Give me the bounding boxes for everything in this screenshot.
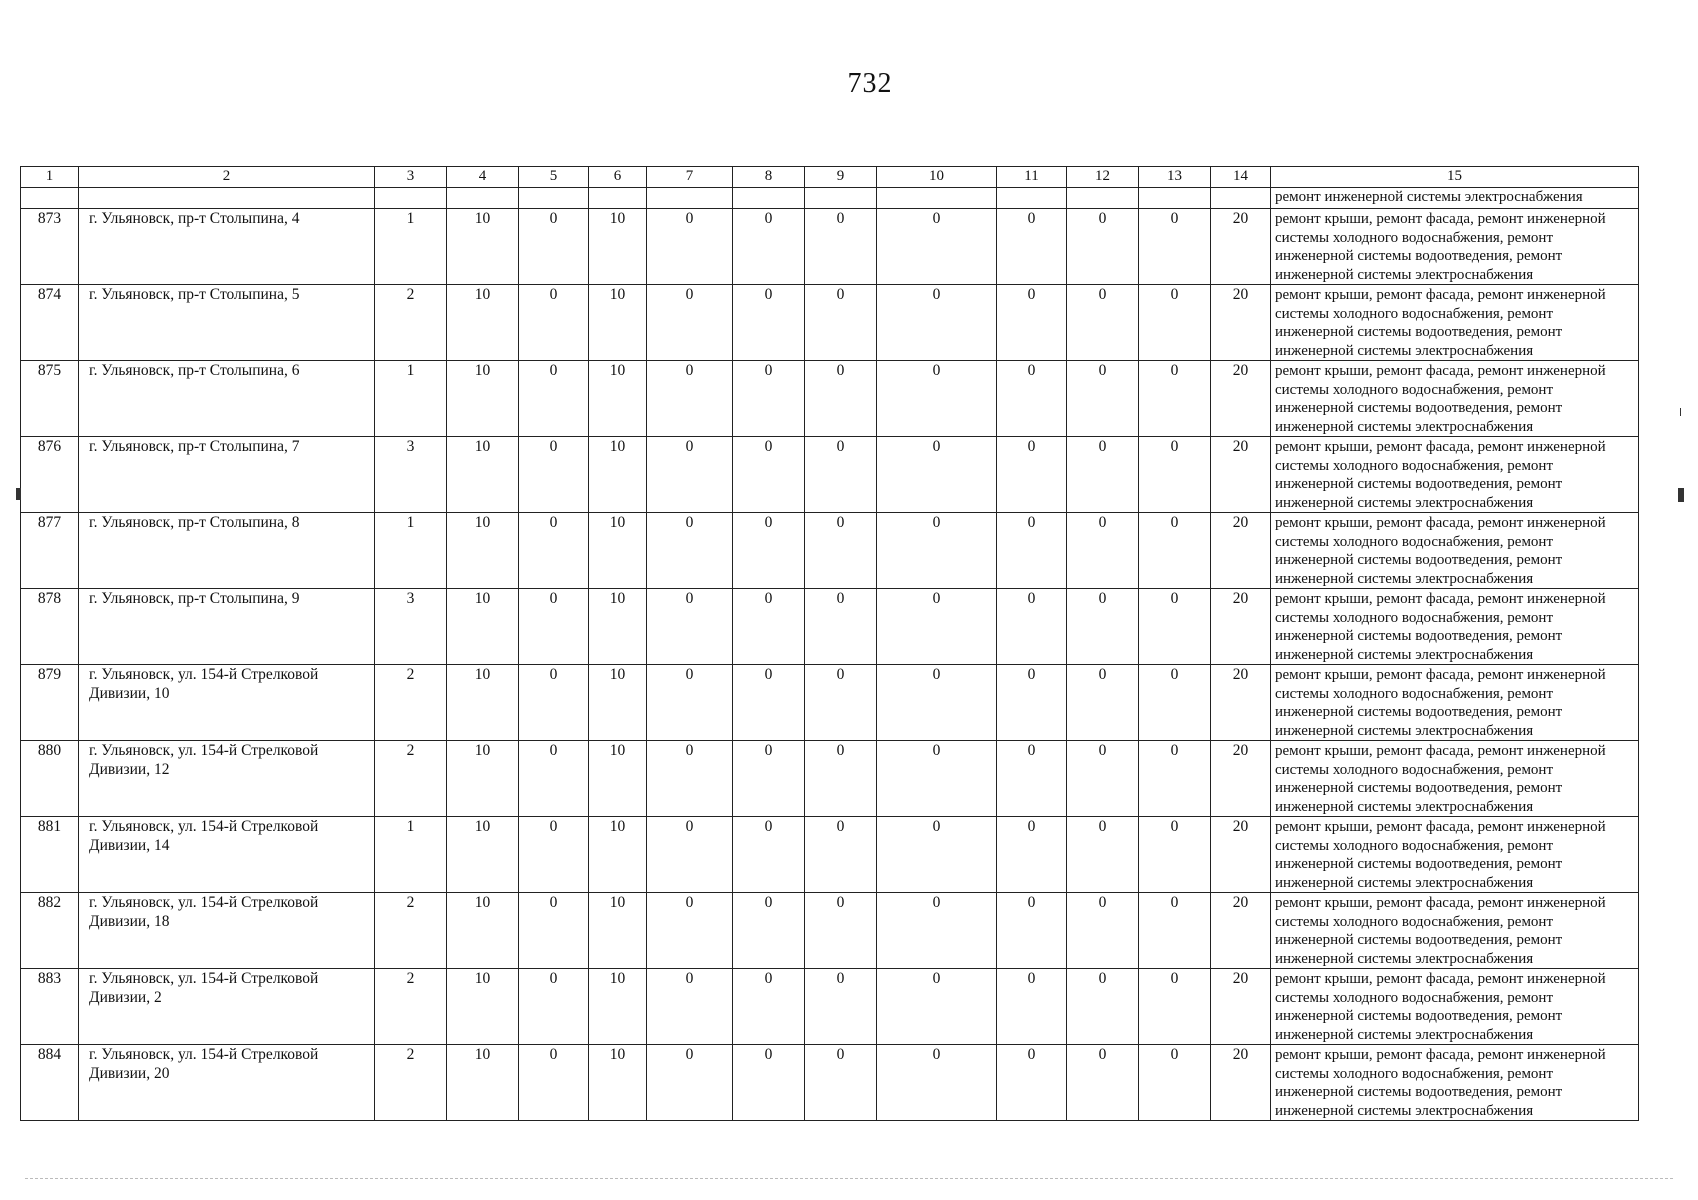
- row-number: 879: [21, 665, 79, 741]
- value-cell-c11: 0: [997, 969, 1067, 1045]
- value-cell-c4: 10: [447, 285, 519, 361]
- value-cell-c14: 20: [1211, 589, 1271, 665]
- value-cell-c14: 20: [1211, 969, 1271, 1045]
- cell-empty: [1139, 188, 1211, 209]
- value-cell-c5: 0: [519, 285, 589, 361]
- row-number: 877: [21, 513, 79, 589]
- value-cell-c11: 0: [997, 817, 1067, 893]
- value-cell-c6: 10: [589, 513, 647, 589]
- cell-empty: [1211, 188, 1271, 209]
- value-cell-c11: 0: [997, 209, 1067, 285]
- column-header-4: 4: [447, 167, 519, 188]
- cell-empty: [375, 188, 447, 209]
- work-types-cell: ремонт крыши, ремонт фасада, ремонт инженерной системы холодного водоснабжения, ремонт инженерной системы водоотведения, ремонт инженерной системы электроснабжения: [1271, 817, 1639, 893]
- value-cell-c10: 0: [877, 589, 997, 665]
- value-cell-c14: 20: [1211, 817, 1271, 893]
- value-cell-c13: 0: [1139, 285, 1211, 361]
- value-cell-c9: 0: [805, 209, 877, 285]
- value-cell-c14: 20: [1211, 361, 1271, 437]
- page-number: 732: [847, 68, 893, 99]
- value-cell-c7: 0: [647, 741, 733, 817]
- value-cell-c9: 0: [805, 817, 877, 893]
- value-cell-c11: 0: [997, 513, 1067, 589]
- value-cell-c4: 10: [447, 361, 519, 437]
- value-cell-c12: 0: [1067, 513, 1139, 589]
- value-cell-c7: 0: [647, 209, 733, 285]
- value-cell-c7: 0: [647, 361, 733, 437]
- scan-artifact-mark: [1680, 408, 1681, 416]
- value-cell-c5: 0: [519, 665, 589, 741]
- table-row: [21, 361, 1639, 437]
- value-cell-c6: 10: [589, 893, 647, 969]
- value-cell-c5: 0: [519, 589, 589, 665]
- value-cell-c8: 0: [733, 969, 805, 1045]
- table-row: [21, 437, 1639, 513]
- value-cell-c3: 1: [375, 361, 447, 437]
- scan-artifact-mark: [1678, 488, 1684, 502]
- row-number: 884: [21, 1045, 79, 1121]
- value-cell-c10: 0: [877, 665, 997, 741]
- value-cell-c5: 0: [519, 1045, 589, 1121]
- value-cell-c5: 0: [519, 209, 589, 285]
- work-types-cell: ремонт крыши, ремонт фасада, ремонт инженерной системы холодного водоснабжения, ремонт инженерной системы водоотведения, ремонт инженерной системы электроснабжения: [1271, 361, 1639, 437]
- address-cell: г. Ульяновск, ул. 154-й Стрелковой Дивизии, 2: [79, 969, 375, 1045]
- row-number: 881: [21, 817, 79, 893]
- value-cell-c14: 20: [1211, 741, 1271, 817]
- value-cell-c6: 10: [589, 437, 647, 513]
- value-cell-c12: 0: [1067, 741, 1139, 817]
- work-types-cell: ремонт крыши, ремонт фасада, ремонт инженерной системы холодного водоснабжения, ремонт инженерной системы водоотведения, ремонт инженерной системы электроснабжения: [1271, 741, 1639, 817]
- value-cell-c7: 0: [647, 969, 733, 1045]
- value-cell-c5: 0: [519, 741, 589, 817]
- value-cell-c8: 0: [733, 361, 805, 437]
- value-cell-c11: 0: [997, 665, 1067, 741]
- table-row: [21, 969, 1639, 1045]
- value-cell-c6: 10: [589, 741, 647, 817]
- continuation-work-text: ремонт инженерной системы электроснабжения: [1271, 188, 1639, 209]
- table-row: [21, 285, 1639, 361]
- value-cell-c12: 0: [1067, 1045, 1139, 1121]
- value-cell-c14: 20: [1211, 893, 1271, 969]
- column-header-11: 11: [997, 167, 1067, 188]
- value-cell-c6: 10: [589, 969, 647, 1045]
- value-cell-c3: 2: [375, 285, 447, 361]
- scan-artifact-mark: [16, 488, 21, 500]
- table-row: [21, 817, 1639, 893]
- column-header-6: 6: [589, 167, 647, 188]
- value-cell-c4: 10: [447, 589, 519, 665]
- value-cell-c5: 0: [519, 513, 589, 589]
- value-cell-c3: 2: [375, 741, 447, 817]
- table-row: [21, 1045, 1639, 1121]
- work-types-cell: ремонт крыши, ремонт фасада, ремонт инженерной системы холодного водоснабжения, ремонт инженерной системы водоотведения, ремонт инженерной системы электроснабжения: [1271, 969, 1639, 1045]
- row-number: 876: [21, 437, 79, 513]
- column-header-2: 2: [79, 167, 375, 188]
- value-cell-c12: 0: [1067, 969, 1139, 1045]
- value-cell-c9: 0: [805, 589, 877, 665]
- column-number-header: [21, 167, 1639, 188]
- value-cell-c12: 0: [1067, 589, 1139, 665]
- value-cell-c11: 0: [997, 437, 1067, 513]
- value-cell-c3: 1: [375, 513, 447, 589]
- table-row: [21, 893, 1639, 969]
- value-cell-c6: 10: [589, 361, 647, 437]
- column-header-9: 9: [805, 167, 877, 188]
- address-cell: г. Ульяновск, пр-т Столыпина, 5: [79, 285, 375, 361]
- address-cell: г. Ульяновск, ул. 154-й Стрелковой Дивизии, 12: [79, 741, 375, 817]
- value-cell-c14: 20: [1211, 665, 1271, 741]
- value-cell-c6: 10: [589, 817, 647, 893]
- value-cell-c11: 0: [997, 361, 1067, 437]
- value-cell-c14: 20: [1211, 285, 1271, 361]
- cell-empty: [877, 188, 997, 209]
- value-cell-c12: 0: [1067, 361, 1139, 437]
- value-cell-c9: 0: [805, 285, 877, 361]
- work-types-cell: ремонт крыши, ремонт фасада, ремонт инженерной системы холодного водоснабжения, ремонт инженерной системы водоотведения, ремонт инженерной системы электроснабжения: [1271, 893, 1639, 969]
- value-cell-c11: 0: [997, 589, 1067, 665]
- value-cell-c10: 0: [877, 361, 997, 437]
- work-types-cell: ремонт крыши, ремонт фасада, ремонт инженерной системы холодного водоснабжения, ремонт инженерной системы водоотведения, ремонт инженерной системы электроснабжения: [1271, 1045, 1639, 1121]
- value-cell-c4: 10: [447, 437, 519, 513]
- value-cell-c8: 0: [733, 1045, 805, 1121]
- value-cell-c13: 0: [1139, 817, 1211, 893]
- value-cell-c7: 0: [647, 1045, 733, 1121]
- address-cell: г. Ульяновск, ул. 154-й Стрелковой Дивизии, 10: [79, 665, 375, 741]
- column-header-8: 8: [733, 167, 805, 188]
- value-cell-c3: 3: [375, 437, 447, 513]
- value-cell-c5: 0: [519, 817, 589, 893]
- table-row: [21, 209, 1639, 285]
- value-cell-c8: 0: [733, 893, 805, 969]
- value-cell-c4: 10: [447, 817, 519, 893]
- value-cell-c7: 0: [647, 589, 733, 665]
- cell-empty: [21, 188, 79, 209]
- value-cell-c8: 0: [733, 437, 805, 513]
- column-header-7: 7: [647, 167, 733, 188]
- value-cell-c10: 0: [877, 285, 997, 361]
- scan-edge-line: [25, 1178, 1673, 1179]
- work-types-cell: ремонт крыши, ремонт фасада, ремонт инженерной системы холодного водоснабжения, ремонт инженерной системы водоотведения, ремонт инженерной системы электроснабжения: [1271, 513, 1639, 589]
- value-cell-c3: 1: [375, 817, 447, 893]
- value-cell-c4: 10: [447, 513, 519, 589]
- value-cell-c12: 0: [1067, 285, 1139, 361]
- value-cell-c10: 0: [877, 969, 997, 1045]
- work-types-cell: ремонт крыши, ремонт фасада, ремонт инженерной системы холодного водоснабжения, ремонт инженерной системы водоотведения, ремонт инженерной системы электроснабжения: [1271, 285, 1639, 361]
- value-cell-c7: 0: [647, 285, 733, 361]
- value-cell-c13: 0: [1139, 1045, 1211, 1121]
- value-cell-c6: 10: [589, 285, 647, 361]
- value-cell-c10: 0: [877, 1045, 997, 1121]
- value-cell-c6: 10: [589, 665, 647, 741]
- cell-empty: [589, 188, 647, 209]
- work-types-cell: ремонт крыши, ремонт фасада, ремонт инженерной системы холодного водоснабжения, ремонт инженерной системы водоотведения, ремонт инженерной системы электроснабжения: [1271, 665, 1639, 741]
- address-cell: г. Ульяновск, пр-т Столыпина, 7: [79, 437, 375, 513]
- address-cell: г. Ульяновск, ул. 154-й Стрелковой Дивизии, 14: [79, 817, 375, 893]
- cell-empty: [1067, 188, 1139, 209]
- value-cell-c7: 0: [647, 817, 733, 893]
- work-types-cell: ремонт крыши, ремонт фасада, ремонт инженерной системы холодного водоснабжения, ремонт инженерной системы водоотведения, ремонт инженерной системы электроснабжения: [1271, 209, 1639, 285]
- value-cell-c13: 0: [1139, 513, 1211, 589]
- row-number: 874: [21, 285, 79, 361]
- value-cell-c11: 0: [997, 1045, 1067, 1121]
- value-cell-c13: 0: [1139, 741, 1211, 817]
- value-cell-c14: 20: [1211, 437, 1271, 513]
- cell-empty: [997, 188, 1067, 209]
- value-cell-c10: 0: [877, 817, 997, 893]
- value-cell-c7: 0: [647, 893, 733, 969]
- value-cell-c4: 10: [447, 741, 519, 817]
- value-cell-c8: 0: [733, 589, 805, 665]
- address-cell: г. Ульяновск, пр-т Столыпина, 4: [79, 209, 375, 285]
- cell-empty: [519, 188, 589, 209]
- value-cell-c8: 0: [733, 513, 805, 589]
- value-cell-c8: 0: [733, 665, 805, 741]
- value-cell-c4: 10: [447, 969, 519, 1045]
- column-header-10: 10: [877, 167, 997, 188]
- column-header-15: 15: [1271, 167, 1639, 188]
- value-cell-c13: 0: [1139, 893, 1211, 969]
- value-cell-c3: 2: [375, 1045, 447, 1121]
- value-cell-c5: 0: [519, 969, 589, 1045]
- value-cell-c12: 0: [1067, 209, 1139, 285]
- value-cell-c7: 0: [647, 513, 733, 589]
- table-row: [21, 741, 1639, 817]
- work-types-cell: ремонт крыши, ремонт фасада, ремонт инженерной системы холодного водоснабжения, ремонт инженерной системы водоотведения, ремонт инженерной системы электроснабжения: [1271, 437, 1639, 513]
- row-number: 882: [21, 893, 79, 969]
- value-cell-c9: 0: [805, 665, 877, 741]
- value-cell-c9: 0: [805, 1045, 877, 1121]
- value-cell-c6: 10: [589, 1045, 647, 1121]
- value-cell-c10: 0: [877, 437, 997, 513]
- cell-empty: [733, 188, 805, 209]
- work-types-cell: ремонт крыши, ремонт фасада, ремонт инженерной системы холодного водоснабжения, ремонт инженерной системы водоотведения, ремонт инженерной системы электроснабжения: [1271, 589, 1639, 665]
- table-row: [21, 513, 1639, 589]
- value-cell-c4: 10: [447, 893, 519, 969]
- value-cell-c3: 1: [375, 209, 447, 285]
- value-cell-c9: 0: [805, 513, 877, 589]
- continuation-row: [21, 188, 1639, 209]
- row-number: 880: [21, 741, 79, 817]
- value-cell-c3: 3: [375, 589, 447, 665]
- address-cell: г. Ульяновск, пр-т Столыпина, 9: [79, 589, 375, 665]
- value-cell-c13: 0: [1139, 589, 1211, 665]
- value-cell-c7: 0: [647, 665, 733, 741]
- value-cell-c6: 10: [589, 589, 647, 665]
- value-cell-c13: 0: [1139, 361, 1211, 437]
- value-cell-c9: 0: [805, 741, 877, 817]
- value-cell-c9: 0: [805, 437, 877, 513]
- column-header-1: 1: [21, 167, 79, 188]
- column-header-5: 5: [519, 167, 589, 188]
- value-cell-c5: 0: [519, 437, 589, 513]
- value-cell-c8: 0: [733, 741, 805, 817]
- column-header-3: 3: [375, 167, 447, 188]
- value-cell-c11: 0: [997, 285, 1067, 361]
- value-cell-c12: 0: [1067, 665, 1139, 741]
- value-cell-c14: 20: [1211, 1045, 1271, 1121]
- value-cell-c8: 0: [733, 209, 805, 285]
- value-cell-c10: 0: [877, 513, 997, 589]
- value-cell-c5: 0: [519, 893, 589, 969]
- value-cell-c11: 0: [997, 741, 1067, 817]
- value-cell-c14: 20: [1211, 513, 1271, 589]
- value-cell-c8: 0: [733, 817, 805, 893]
- row-number: 883: [21, 969, 79, 1045]
- value-cell-c11: 0: [997, 893, 1067, 969]
- row-number: 878: [21, 589, 79, 665]
- column-header-12: 12: [1067, 167, 1139, 188]
- value-cell-c9: 0: [805, 969, 877, 1045]
- address-cell: г. Ульяновск, ул. 154-й Стрелковой Дивизии, 18: [79, 893, 375, 969]
- cell-empty: [805, 188, 877, 209]
- value-cell-c10: 0: [877, 893, 997, 969]
- value-cell-c12: 0: [1067, 893, 1139, 969]
- address-cell: г. Ульяновск, пр-т Столыпина, 8: [79, 513, 375, 589]
- value-cell-c3: 2: [375, 665, 447, 741]
- value-cell-c13: 0: [1139, 969, 1211, 1045]
- value-cell-c7: 0: [647, 437, 733, 513]
- value-cell-c12: 0: [1067, 817, 1139, 893]
- row-number: 873: [21, 209, 79, 285]
- cell-empty: [79, 188, 375, 209]
- value-cell-c4: 10: [447, 665, 519, 741]
- value-cell-c6: 10: [589, 209, 647, 285]
- table-row: [21, 589, 1639, 665]
- column-header-13: 13: [1139, 167, 1211, 188]
- value-cell-c13: 0: [1139, 665, 1211, 741]
- value-cell-c10: 0: [877, 209, 997, 285]
- address-cell: г. Ульяновск, пр-т Столыпина, 6: [79, 361, 375, 437]
- value-cell-c3: 2: [375, 969, 447, 1045]
- value-cell-c4: 10: [447, 1045, 519, 1121]
- value-cell-c10: 0: [877, 741, 997, 817]
- value-cell-c9: 0: [805, 893, 877, 969]
- value-cell-c4: 10: [447, 209, 519, 285]
- cell-empty: [647, 188, 733, 209]
- value-cell-c9: 0: [805, 361, 877, 437]
- column-header-14: 14: [1211, 167, 1271, 188]
- address-cell: г. Ульяновск, ул. 154-й Стрелковой Дивизии, 20: [79, 1045, 375, 1121]
- value-cell-c5: 0: [519, 361, 589, 437]
- value-cell-c13: 0: [1139, 437, 1211, 513]
- value-cell-c13: 0: [1139, 209, 1211, 285]
- cell-empty: [447, 188, 519, 209]
- value-cell-c3: 2: [375, 893, 447, 969]
- value-cell-c14: 20: [1211, 209, 1271, 285]
- value-cell-c12: 0: [1067, 437, 1139, 513]
- row-number: 875: [21, 361, 79, 437]
- value-cell-c8: 0: [733, 285, 805, 361]
- table-row: [21, 665, 1639, 741]
- repair-plan-table: [20, 166, 1639, 1121]
